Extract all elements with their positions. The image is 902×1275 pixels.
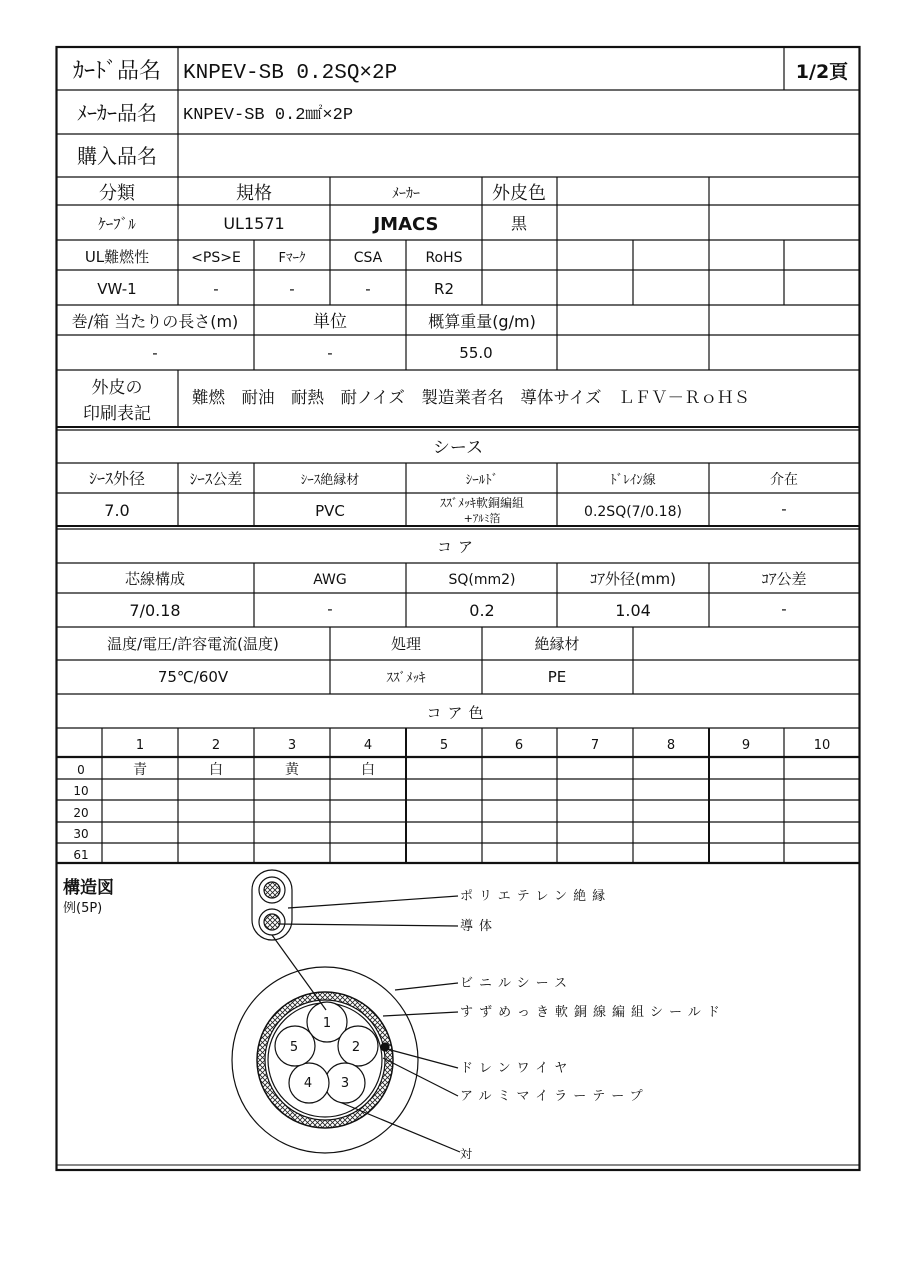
card-name-label: ｶｰﾄﾞ品名 <box>72 59 162 84</box>
sheath-insulation-header: ｼｰｽ絶縁材 <box>300 473 360 488</box>
core-color-section-title: コア色 <box>426 704 490 722</box>
drain-wire-value: 0.2SQ(7/0.18) <box>584 504 682 520</box>
ps-e-value: - <box>213 280 219 298</box>
core-section-title: コア <box>436 538 480 556</box>
color-column-header: 6 <box>514 738 524 753</box>
rohs-header: RoHS <box>425 250 463 266</box>
conductor-structure-value: 7/0.18 <box>129 601 181 620</box>
sheath-color-value: 黒 <box>510 214 528 233</box>
print-label-line2: 印刷表記 <box>83 404 151 424</box>
page-number: 1/2頁 <box>795 61 849 83</box>
shield-value-line1: ｽｽﾞﾒｯｷ軟銅編組 <box>439 496 525 510</box>
weight-header: 概算重量(g/m) <box>428 312 536 331</box>
color-cell: 青 <box>133 762 147 778</box>
core-tolerance-value: - <box>781 600 787 618</box>
pair-number-1: 1 <box>322 1016 332 1031</box>
sheath-tolerance-header: ｼｰｽ公差 <box>189 470 243 488</box>
label-insulation: ポリエテレン絶縁 <box>460 889 612 904</box>
weight-value: 55.0 <box>459 344 493 362</box>
sheath-color-header: 外皮色 <box>492 183 546 204</box>
classification-value: ｹｰﾌﾞﾙ <box>98 215 136 233</box>
core-tolerance-header: ｺｱ公差 <box>761 570 807 588</box>
diagram-title: 構造図 <box>63 878 114 898</box>
label-vinyl-sheath: ビニルシース <box>460 976 574 991</box>
color-column-header: 2 <box>211 738 221 753</box>
diagram-labels <box>460 889 726 1161</box>
sheath-section-title: シース <box>432 438 484 458</box>
color-row-label: 10 <box>73 784 89 798</box>
awg-header: AWG <box>313 572 347 588</box>
color-row-label: 20 <box>73 806 89 820</box>
classification-header: 分類 <box>99 183 135 204</box>
length-header: 巻/箱 当たりの長さ(m) <box>71 312 239 331</box>
drain-wire-header: ﾄﾞﾚｲﾝ線 <box>610 473 656 488</box>
color-cell: 白 <box>361 762 375 778</box>
color-row-label: 30 <box>73 827 89 841</box>
ul-flame-header: UL難燃性 <box>84 248 150 266</box>
pair-number-2: 2 <box>351 1040 361 1055</box>
maker-name-label: ﾒｰｶｰ品名 <box>77 101 157 125</box>
color-column-header: 3 <box>287 738 297 753</box>
color-column-header: 9 <box>741 738 751 753</box>
color-cell: 黄 <box>285 762 299 778</box>
color-column-header: 5 <box>439 738 449 753</box>
maker-value: JMACS <box>373 214 439 235</box>
shield-header: ｼｰﾙﾄﾞ <box>465 473 499 488</box>
standard-value: UL1571 <box>223 214 285 233</box>
sq-header: SQ(mm2) <box>448 572 516 588</box>
purchase-name-label: 購入品名 <box>77 144 157 168</box>
insulation-header: 絶縁材 <box>534 635 580 653</box>
maker-header: ﾒｰｶｰ <box>392 186 420 202</box>
color-row-label: 61 <box>73 848 89 862</box>
csa-header: CSA <box>353 250 383 266</box>
temp-voltage-header: 温度/電圧/許容電流(温度) <box>107 635 279 653</box>
ul-flame-value: VW-1 <box>97 280 137 298</box>
core-od-value: 1.04 <box>615 601 651 620</box>
sheath-od-value: 7.0 <box>104 501 130 520</box>
pair-number-5: 5 <box>289 1040 299 1055</box>
rohs-value: R2 <box>434 280 454 298</box>
sheath-insulation-value: PVC <box>315 502 345 520</box>
treatment-value: ｽｽﾞﾒｯｷ <box>386 671 426 686</box>
label-braid-shield: すずめっき軟銅線編組シールド <box>460 1005 726 1020</box>
label-pair: 対 <box>460 1147 473 1161</box>
conductor-structure-header: 芯線構成 <box>124 570 186 588</box>
sq-value: 0.2 <box>469 601 495 620</box>
unit-value: - <box>327 344 333 362</box>
print-label-line1: 外皮の <box>91 378 143 398</box>
label-conductor: 導体 <box>460 919 499 934</box>
color-column-header: 7 <box>590 738 600 753</box>
sheath-od-header: ｼｰｽ外径 <box>88 469 146 488</box>
f-mark-value: - <box>289 280 295 298</box>
conductor-top <box>264 882 280 898</box>
color-column-header: 1 <box>135 738 145 753</box>
shield-value-line2: +ｱﾙﾐ箔 <box>463 512 501 525</box>
pair-number-4: 4 <box>303 1076 313 1091</box>
core-od-header: ｺｱ外径(mm) <box>590 570 676 588</box>
label-al-tape: アルミマイラーテープ <box>460 1089 649 1104</box>
color-row-label: 0 <box>77 763 85 777</box>
color-column-header: 8 <box>666 738 676 753</box>
color-column-header: 10 <box>813 738 831 753</box>
ps-e-header: <PS>E <box>191 250 241 266</box>
filler-header: 介在 <box>770 472 798 488</box>
maker-name-value: KNPEV-SB 0.2㎟×2P <box>183 106 354 125</box>
label-drain-wire: ドレンワイヤ <box>460 1061 574 1076</box>
color-cell: 白 <box>209 762 223 778</box>
csa-value: - <box>365 280 371 298</box>
print-marking-value: 難燃 耐油 耐熱 耐ノイズ 製造業者名 導体サイズ ＬＦＶ－ＲｏＨＳ <box>192 388 751 407</box>
card-name-value: KNPEV-SB 0.2SQ×2P <box>183 62 398 85</box>
standard-header: 規格 <box>236 183 272 204</box>
conductor-bottom <box>264 914 280 930</box>
diagram-subtitle: 例(5P) <box>63 901 103 916</box>
pair-number-3: 3 <box>340 1076 350 1091</box>
filler-value: - <box>781 500 787 518</box>
temp-voltage-value: 75℃/60V <box>157 668 229 686</box>
f-mark-header: Fﾏｰｸ <box>278 251 306 266</box>
treatment-header: 処理 <box>390 635 422 653</box>
length-value: - <box>152 344 158 362</box>
insulation-value: PE <box>547 668 567 686</box>
unit-header: 単位 <box>313 312 347 332</box>
color-column-header: 4 <box>363 738 373 753</box>
awg-value: - <box>327 600 333 618</box>
cable-cross-section <box>232 870 460 1153</box>
